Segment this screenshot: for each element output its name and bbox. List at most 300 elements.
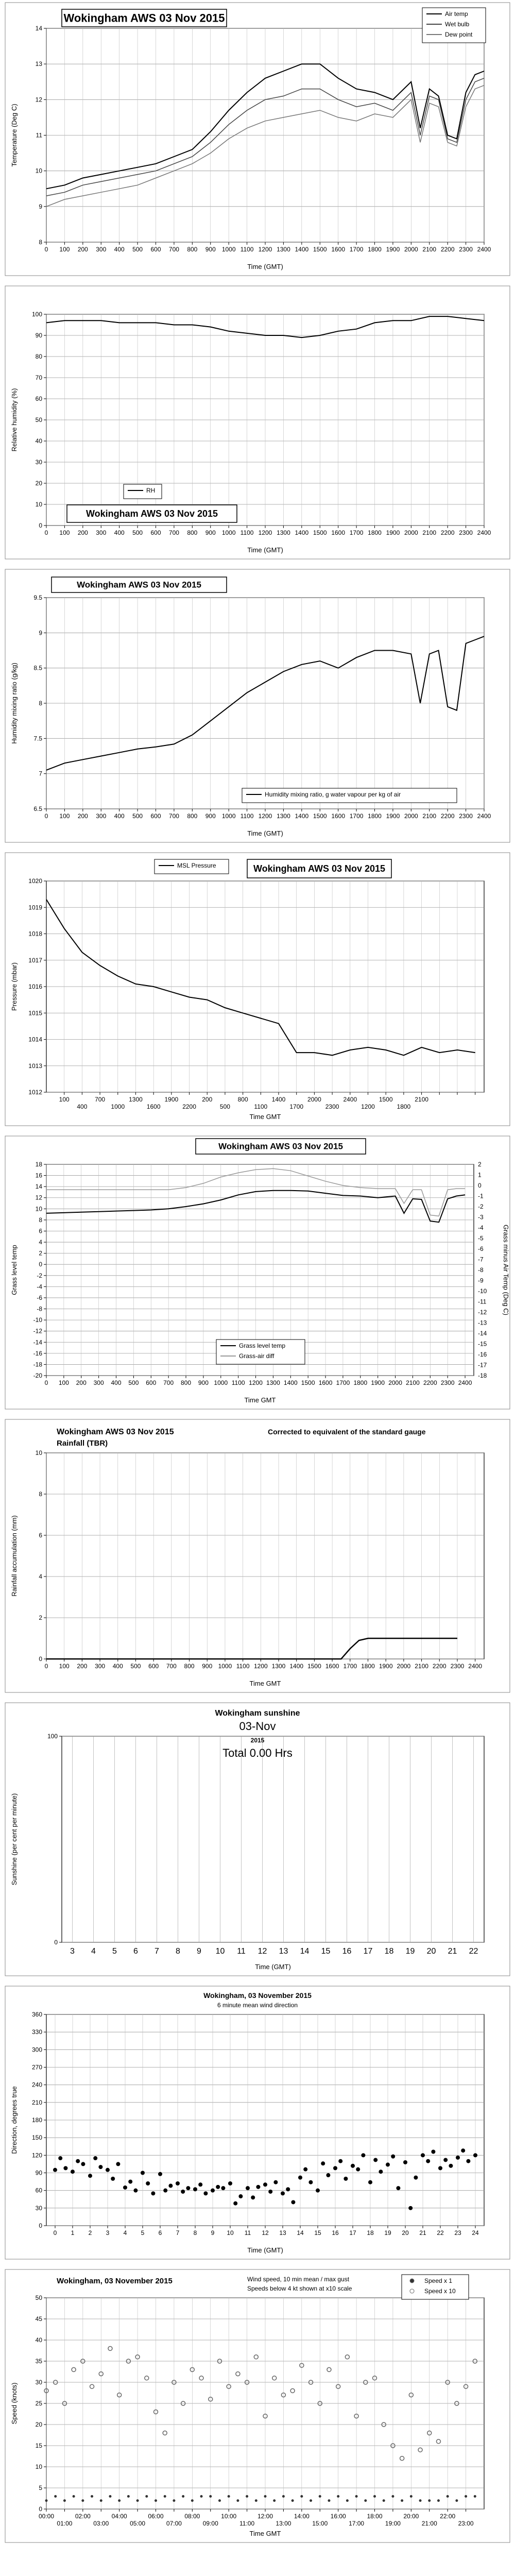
plot-area xyxy=(46,1453,484,1659)
x-tick-label: 200 xyxy=(77,1663,88,1670)
data-point xyxy=(386,2163,390,2167)
y2-tick-label: 1 xyxy=(478,1171,482,1179)
legend-marker xyxy=(410,2279,414,2283)
data-point xyxy=(128,2180,132,2184)
sunshine-total: Total 0.00 Hrs xyxy=(222,1747,293,1759)
y-tick-label: 1019 xyxy=(28,904,42,911)
x-tick-label: 1700 xyxy=(349,246,364,253)
x-tick-label: 400 xyxy=(114,529,125,536)
x-tick-label: 1200 xyxy=(258,529,272,536)
x-tick-label: 1900 xyxy=(379,1663,393,1670)
x-tick-label: 1600 xyxy=(331,812,346,820)
data-point xyxy=(176,2181,180,2185)
data-point xyxy=(221,2186,225,2190)
x-tick-label: 800 xyxy=(187,246,198,253)
x-tick-label: 20:00 xyxy=(403,2513,419,2520)
x-tick-label: 20 xyxy=(426,1947,436,1956)
legend-label: MSL Pressure xyxy=(177,862,216,869)
x-tick-label: 1300 xyxy=(277,529,290,536)
chart-subtitle: Rainfall (TBR) xyxy=(57,1439,108,1448)
data-point xyxy=(337,2495,339,2498)
y2-tick-label: -15 xyxy=(478,1340,487,1348)
y-axis-label: Speed (knots) xyxy=(10,2382,18,2425)
chart-note: Corrected to equivalent of the standard gauge xyxy=(268,1428,426,1436)
legend-label: Speed x 10 xyxy=(424,2287,456,2295)
y-tick-label: 30 xyxy=(35,2204,42,2212)
data-point xyxy=(282,2495,285,2498)
x-tick-label: 2400 xyxy=(458,1379,472,1386)
x-tick-label: 800 xyxy=(181,1379,192,1386)
x-tick-label: 12:00 xyxy=(257,2513,273,2520)
x-tick-label: 2400 xyxy=(477,529,491,536)
x-tick-label: 400 xyxy=(114,812,125,820)
y-tick-label: 0 xyxy=(39,2222,42,2229)
x-tick-label: 700 xyxy=(168,246,179,253)
chart-title: Wokingham AWS 03 Nov 2015 xyxy=(57,1428,174,1436)
data-point xyxy=(246,2186,250,2190)
x-tick-label: 16 xyxy=(342,1947,352,1956)
x-tick-label: 200 xyxy=(76,1379,87,1386)
data-point xyxy=(76,2159,80,2163)
y-tick-label: 18 xyxy=(35,1161,42,1168)
y-tick-label: 12 xyxy=(35,1194,42,1201)
x-tick-label: 1800 xyxy=(368,246,382,253)
x-tick-label: 200 xyxy=(202,1096,213,1103)
wind-speed-chart xyxy=(0,2267,515,2545)
data-point xyxy=(233,2201,237,2206)
x-tick-label: 900 xyxy=(205,246,216,253)
y-tick-label: 10 xyxy=(35,2463,42,2470)
x-tick-label: 1700 xyxy=(349,529,364,536)
data-point xyxy=(310,2499,312,2502)
x-tick-label: 0 xyxy=(44,1663,48,1670)
data-point xyxy=(428,2499,431,2502)
x-tick-label: 2200 xyxy=(432,1663,447,1670)
x-tick-label: 2200 xyxy=(440,246,455,253)
x-tick-label: 2300 xyxy=(459,246,473,253)
x-tick-label: 16 xyxy=(332,2229,339,2236)
x-tick-label: 2100 xyxy=(415,1096,428,1103)
data-point xyxy=(118,2499,121,2502)
chart-title: Wokingham AWS 03 Nov 2015 xyxy=(253,863,386,874)
x-tick-label: 23:00 xyxy=(458,2520,474,2527)
y-tick-label: 4 xyxy=(39,1239,42,1246)
x-tick-label: 13 xyxy=(279,1947,288,1956)
y-tick-label: 60 xyxy=(35,2187,42,2194)
data-point xyxy=(133,2189,138,2193)
y-tick-label: 9 xyxy=(39,629,42,637)
y-tick-label: 6 xyxy=(39,1227,42,1235)
data-point xyxy=(255,2499,258,2502)
x-tick-label: 01:00 xyxy=(57,2520,73,2527)
data-point xyxy=(383,2499,385,2502)
x-tick-label: 1100 xyxy=(240,246,254,253)
data-point xyxy=(473,2153,477,2157)
legend-label: Grass-air diff xyxy=(239,1352,274,1360)
data-point xyxy=(200,2495,203,2498)
x-axis-label: Time GMT xyxy=(249,2530,281,2537)
chart-subtitle-2: Speeds below 4 kt shown at x10 scale xyxy=(247,2285,352,2292)
y-tick-label: 30 xyxy=(35,2379,42,2386)
data-point xyxy=(419,2499,422,2502)
data-point xyxy=(333,2166,337,2170)
y2-tick-label: 0 xyxy=(478,1182,482,1189)
x-tick-label: 100 xyxy=(59,812,70,820)
data-point xyxy=(319,2495,321,2498)
y-tick-label: 1016 xyxy=(28,983,42,990)
x-tick-label: 0 xyxy=(53,2229,57,2236)
x-tick-label: 16:00 xyxy=(330,2513,346,2520)
x-tick-label: 21 xyxy=(419,2229,426,2236)
x-tick-label: 13:00 xyxy=(276,2520,291,2527)
x-tick-label: 0 xyxy=(44,246,48,253)
wind-direction-chart xyxy=(0,1984,515,2262)
x-tick-label: 300 xyxy=(96,529,107,536)
x-tick-label: 4 xyxy=(91,1947,96,1956)
data-point xyxy=(273,2499,276,2502)
x-tick-label: 100 xyxy=(58,1379,69,1386)
x-tick-label: 10 xyxy=(227,2229,234,2236)
chart-subtitle: Wind speed, 10 min mean / max gust xyxy=(247,2276,350,2283)
x-tick-label: 8 xyxy=(193,2229,197,2236)
x-tick-label: 700 xyxy=(168,529,179,536)
data-point xyxy=(456,2156,460,2160)
y2-tick-label: -4 xyxy=(478,1224,484,1231)
data-point xyxy=(71,2170,75,2174)
x-tick-label: 500 xyxy=(219,1103,230,1110)
y-tick-label: -10 xyxy=(33,1316,42,1324)
data-point xyxy=(81,2162,85,2166)
y-tick-label: 40 xyxy=(35,2336,42,2344)
x-tick-label: 500 xyxy=(132,812,143,820)
y-tick-label: 1013 xyxy=(28,1062,42,1070)
x-tick-label: 2100 xyxy=(422,246,437,253)
data-point xyxy=(151,2191,155,2195)
y-tick-label: 240 xyxy=(31,2081,42,2089)
data-point xyxy=(58,2156,62,2160)
x-tick-label: 1800 xyxy=(368,812,382,820)
x-tick-label: 18 xyxy=(384,1947,394,1956)
x-tick-label: 06:00 xyxy=(148,2513,164,2520)
y2-tick-label: -17 xyxy=(478,1361,487,1369)
y-tick-label: 50 xyxy=(35,416,42,423)
data-point xyxy=(81,2499,84,2502)
x-tick-label: 1500 xyxy=(379,1096,393,1103)
x-tick-label: 1300 xyxy=(266,1379,280,1386)
y2-tick-label: -13 xyxy=(478,1319,487,1327)
data-point xyxy=(53,2168,57,2172)
y2-tick-label: -1 xyxy=(478,1192,484,1200)
data-point xyxy=(216,2185,220,2189)
x-tick-label: 2200 xyxy=(423,1379,437,1386)
x-tick-label: 07:00 xyxy=(166,2520,182,2527)
x-tick-label: 1100 xyxy=(236,1663,250,1670)
data-point xyxy=(173,2499,175,2502)
data-point xyxy=(308,2180,313,2184)
y-tick-label: 9 xyxy=(39,202,42,210)
x-tick-label: 19 xyxy=(405,1947,415,1956)
y-tick-label: -16 xyxy=(33,1349,42,1357)
data-point xyxy=(106,2168,110,2172)
x-tick-label: 11 xyxy=(237,1947,246,1956)
x-tick-label: 700 xyxy=(95,1096,106,1103)
x-tick-label: 900 xyxy=(202,1663,213,1670)
y-tick-label: 80 xyxy=(35,353,42,360)
x-tick-label: 2300 xyxy=(440,1379,455,1386)
y2-tick-label: 2 xyxy=(478,1161,482,1168)
data-point xyxy=(236,2499,239,2502)
x-tick-label: 1800 xyxy=(353,1379,368,1386)
x-tick-label: 2400 xyxy=(477,246,491,253)
legend-label: Air temp xyxy=(445,10,468,18)
x-tick-label: 08:00 xyxy=(184,2513,200,2520)
y-tick-label: 10 xyxy=(35,167,42,175)
x-axis-label: Time GMT xyxy=(249,1113,281,1121)
x-tick-label: 1400 xyxy=(283,1379,298,1386)
data-point xyxy=(403,2160,407,2164)
x-tick-label: 9 xyxy=(197,1947,201,1956)
x-tick-label: 15 xyxy=(321,1947,331,1956)
chart-title: Wokingham AWS 03 Nov 2015 xyxy=(63,11,225,25)
data-point xyxy=(355,2495,358,2498)
data-point xyxy=(136,2499,139,2502)
x-tick-label: 00:00 xyxy=(38,2513,55,2520)
data-point xyxy=(54,2495,57,2498)
y-tick-label: 4 xyxy=(39,1573,42,1580)
x-tick-label: 1800 xyxy=(368,529,382,536)
data-point xyxy=(281,2191,285,2195)
data-point xyxy=(466,2159,470,2163)
data-point xyxy=(338,2159,342,2163)
y-tick-label: -12 xyxy=(33,1327,42,1335)
x-tick-label: 2400 xyxy=(477,812,491,820)
x-tick-label: 11 xyxy=(244,2229,251,2236)
y-tick-label: 50 xyxy=(35,2294,42,2301)
grass-temp-chart xyxy=(0,1133,515,1412)
data-point xyxy=(251,2195,255,2199)
legend-label: RH xyxy=(146,487,156,494)
x-tick-label: 500 xyxy=(132,246,143,253)
x-tick-label: 6 xyxy=(158,2229,162,2236)
x-tick-label: 15:00 xyxy=(312,2520,328,2527)
x-tick-label: 600 xyxy=(148,1663,159,1670)
data-point xyxy=(328,2499,330,2502)
chart-subtitle: 03-Nov xyxy=(239,1720,276,1733)
y-tick-label: 8 xyxy=(39,1216,42,1224)
legend-label: Speed x 1 xyxy=(424,2277,453,2284)
x-tick-label: 21 xyxy=(448,1947,457,1956)
data-point xyxy=(123,2185,127,2190)
data-point xyxy=(211,2189,215,2193)
data-point xyxy=(246,2495,248,2498)
x-tick-label: 500 xyxy=(128,1379,139,1386)
x-tick-label: 17 xyxy=(363,1947,373,1956)
data-point xyxy=(364,2499,367,2502)
x-tick-label: 1600 xyxy=(325,1663,339,1670)
x-tick-label: 1500 xyxy=(313,529,327,536)
y-tick-label: 8 xyxy=(39,1490,42,1498)
x-tick-label: 800 xyxy=(184,1663,195,1670)
x-tick-label: 1800 xyxy=(361,1663,375,1670)
data-point xyxy=(168,2184,173,2188)
y2-tick-label: -10 xyxy=(478,1287,487,1295)
y-tick-label: 1015 xyxy=(28,1009,42,1017)
x-tick-label: 600 xyxy=(150,812,161,820)
mixing-ratio-chart xyxy=(0,567,515,845)
x-tick-label: 2000 xyxy=(404,246,418,253)
x-tick-label: 1200 xyxy=(361,1103,375,1110)
y-tick-label: 10 xyxy=(35,501,42,508)
x-tick-label: 2100 xyxy=(422,529,437,536)
data-point xyxy=(316,2189,320,2193)
y-tick-label: 1012 xyxy=(28,1089,42,1096)
y-tick-label: -14 xyxy=(33,1338,42,1346)
x-tick-label: 9 xyxy=(211,2229,215,2236)
data-point xyxy=(264,2495,267,2498)
y-tick-label: 40 xyxy=(35,437,42,445)
x-tick-label: 5 xyxy=(112,1947,117,1956)
x-tick-label: 24 xyxy=(472,2229,479,2236)
x-tick-label: 1000 xyxy=(214,1379,228,1386)
data-point xyxy=(455,2499,458,2502)
y2-tick-label: -11 xyxy=(478,1298,487,1306)
data-point xyxy=(263,2182,267,2187)
x-tick-label: 1100 xyxy=(240,529,254,536)
y-tick-label: 7 xyxy=(39,770,42,777)
x-tick-label: 1400 xyxy=(295,529,309,536)
x-tick-label: 13 xyxy=(279,2229,286,2236)
chart-title: Wokingham, 03 November 2015 xyxy=(57,2277,173,2285)
y-tick-label: 8.5 xyxy=(33,664,42,672)
data-point xyxy=(228,2495,230,2498)
y-tick-label: 9.5 xyxy=(33,594,42,601)
y-tick-label: 330 xyxy=(31,2028,42,2036)
y-tick-label: 0 xyxy=(39,522,42,529)
x-tick-label: 1200 xyxy=(258,812,272,820)
x-tick-label: 800 xyxy=(187,812,198,820)
data-point xyxy=(127,2495,130,2498)
x-tick-label: 1400 xyxy=(295,812,309,820)
y-tick-label: 45 xyxy=(35,2315,42,2323)
x-tick-label: 12 xyxy=(258,1947,267,1956)
y-axis-label: Temperature (Deg C) xyxy=(10,104,18,167)
x-tick-label: 22:00 xyxy=(440,2513,456,2520)
data-point xyxy=(93,2156,97,2160)
data-point xyxy=(116,2162,120,2166)
data-point xyxy=(421,2153,425,2157)
x-tick-label: 1200 xyxy=(249,1379,263,1386)
x-tick-label: 1500 xyxy=(313,812,327,820)
x-tick-label: 1500 xyxy=(307,1663,321,1670)
y-axis-label: Direction, degrees true xyxy=(10,2086,18,2154)
data-point xyxy=(373,2158,377,2162)
x-tick-label: 1600 xyxy=(318,1379,333,1386)
x-tick-label: 2300 xyxy=(459,812,473,820)
y-tick-label: -6 xyxy=(37,1294,42,1301)
legend-label: Wet bulb xyxy=(445,21,470,28)
sunshine-chart xyxy=(0,1700,515,1978)
x-tick-label: 14 xyxy=(300,1947,310,1956)
data-point xyxy=(88,2174,92,2178)
y-tick-label: 270 xyxy=(31,2063,42,2071)
x-axis-label: Time (GMT) xyxy=(247,546,283,554)
y-tick-label: 16 xyxy=(35,1172,42,1179)
y-tick-label: 90 xyxy=(35,2169,42,2177)
data-point xyxy=(63,2499,66,2502)
x-tick-label: 10 xyxy=(215,1947,225,1956)
y-tick-label: 2 xyxy=(39,1249,42,1257)
x-tick-label: 1100 xyxy=(254,1103,268,1110)
x-tick-label: 17:00 xyxy=(349,2520,365,2527)
data-point xyxy=(98,2165,102,2169)
x-tick-label: 700 xyxy=(168,812,179,820)
y2-tick-label: -18 xyxy=(478,1372,487,1379)
y-tick-label: 14 xyxy=(35,1183,42,1191)
data-point xyxy=(163,2189,167,2193)
x-tick-label: 20 xyxy=(402,2229,409,2236)
x-tick-label: 7 xyxy=(154,1947,159,1956)
data-point xyxy=(154,2499,157,2502)
data-point xyxy=(63,2166,67,2170)
y-tick-label: 60 xyxy=(35,395,42,402)
x-tick-label: 1700 xyxy=(343,1663,357,1670)
x-tick-label: 02:00 xyxy=(75,2513,91,2520)
chart-title: Wokingham sunshine xyxy=(215,1709,300,1718)
data-point xyxy=(438,2166,442,2170)
x-tick-label: 300 xyxy=(93,1379,104,1386)
y2-tick-label: -3 xyxy=(478,1213,484,1221)
chart-subtitle: 6 minute mean wind direction xyxy=(217,2002,298,2009)
x-tick-label: 7 xyxy=(176,2229,180,2236)
x-tick-label: 22 xyxy=(437,2229,444,2236)
data-point xyxy=(391,2495,394,2498)
x-tick-label: 2200 xyxy=(182,1103,196,1110)
x-tick-label: 1700 xyxy=(289,1103,304,1110)
y-tick-label: 10 xyxy=(35,1205,42,1213)
data-point xyxy=(193,2187,197,2191)
rainfall-chart xyxy=(0,1417,515,1695)
x-tick-label: 1800 xyxy=(397,1103,411,1110)
x-tick-label: 1100 xyxy=(231,1379,245,1386)
data-point xyxy=(443,2158,448,2162)
data-point xyxy=(461,2148,465,2153)
x-tick-label: 0 xyxy=(44,812,48,820)
data-point xyxy=(182,2495,184,2498)
y-tick-label: 1017 xyxy=(28,956,42,964)
x-tick-label: 400 xyxy=(112,1663,123,1670)
x-tick-label: 10:00 xyxy=(221,2513,237,2520)
data-point xyxy=(408,2206,413,2210)
x-tick-label: 2200 xyxy=(440,812,455,820)
y-tick-label: -20 xyxy=(33,1372,42,1379)
x-axis-label: Time (GMT) xyxy=(255,1963,291,1971)
x-tick-label: 200 xyxy=(77,812,88,820)
x-tick-label: 1300 xyxy=(277,812,290,820)
y2-tick-label: -16 xyxy=(478,1351,487,1358)
x-axis-label: Time (GMT) xyxy=(247,263,283,270)
y-tick-label: 180 xyxy=(31,2116,42,2124)
x-tick-label: 2000 xyxy=(388,1379,402,1386)
y-tick-label: -18 xyxy=(33,1361,42,1368)
x-tick-label: 04:00 xyxy=(111,2513,127,2520)
x-tick-label: 900 xyxy=(198,1379,209,1386)
pressure-chart xyxy=(0,850,515,1128)
y-tick-label: 210 xyxy=(31,2098,42,2106)
y-tick-label: -8 xyxy=(37,1305,42,1313)
x-tick-label: 1000 xyxy=(221,529,236,536)
y-tick-label: 1018 xyxy=(28,930,42,938)
y-tick-label: 6.5 xyxy=(33,805,42,812)
